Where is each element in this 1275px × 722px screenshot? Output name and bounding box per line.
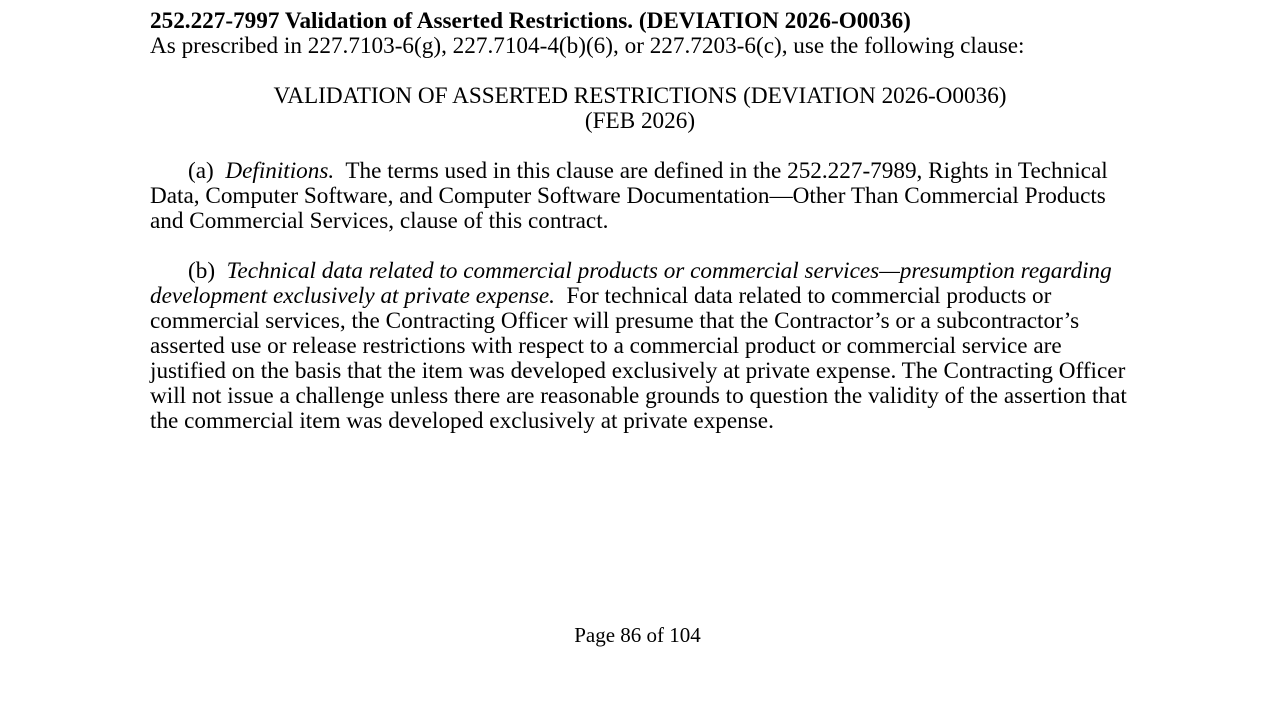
paragraph-a: [150, 159, 1130, 234]
paragraph-b-marker: (b): [188, 258, 216, 284]
paragraph-a-body: The terms used in this clause are defined in the 252.227-7989, Rights in Technical Data, Computer Software, and Computer Software Documentation—Other Than Commercial Products and Commercial Services, clause of this contract.: [150, 158, 1108, 234]
prescription-text: As prescribed in 227.7103-6(g), 227.7104-4(b)(6), or 227.7203-6(c), use the following clause:: [150, 33, 1025, 59]
paragraph-b: [150, 259, 1130, 434]
paragraph-a-marker: (a): [188, 158, 214, 184]
clause-heading: 252.227-7997 Validation of Asserted Restrictions. (DEVIATION 2026-O0036): [150, 8, 911, 34]
page-number: Page 86 of 104: [574, 623, 701, 647]
paragraph-b-heading: Technical data related to commercial products or commercial services—presumption regarding development exclusively at private expense.: [150, 258, 1112, 309]
document-page: [150, 9, 1130, 434]
clause-title: [150, 84, 1130, 134]
paragraph-b-body: For technical data related to commercial products or commercial services, the Contracting Officer will presume that the Contractor’s or a subcontractor’s asserted use or release restrictions with respect to a commercial product or commercial service are justified on the basis that the item was developed exclusively at private expense. The Contracting Officer will not issue a challenge unless there are reasonable grounds to question the validity of the assertion that the commercial item was developed exclusively at private expense.: [150, 283, 1127, 434]
paragraph-a-heading: Definitions.: [225, 158, 335, 184]
clause-title-line-1: VALIDATION OF ASSERTED RESTRICTIONS (DEVIATION 2026-O0036): [273, 83, 1007, 109]
clause-title-line-2: (FEB 2026): [584, 108, 696, 134]
